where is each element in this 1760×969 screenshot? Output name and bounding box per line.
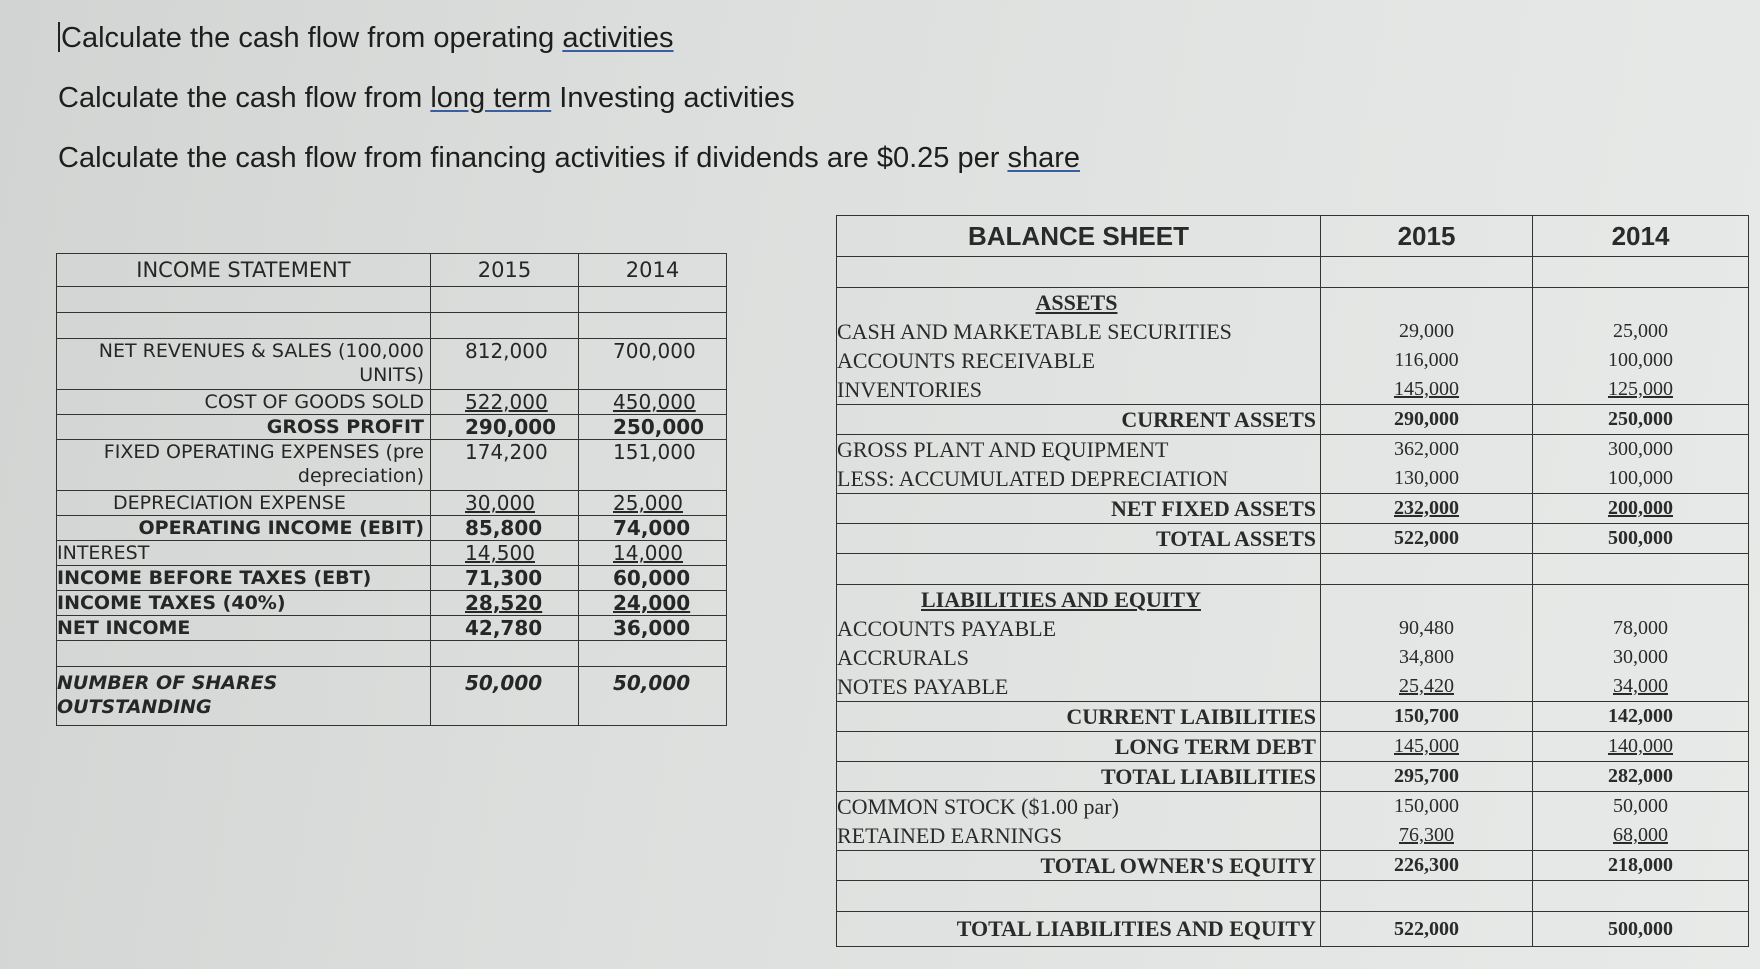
income-title: INCOME STATEMENT	[57, 254, 431, 287]
income-row-net-revenues: NET REVENUES & SALES (100,000 UNITS) 812,000 700,000	[57, 339, 727, 390]
question-3-link[interactable]: share	[1007, 142, 1080, 174]
balance-col-2014: 2014	[1533, 216, 1749, 257]
balance-row-total-le: TOTAL LIABILITIES AND EQUITY 522,000 500,000	[837, 912, 1749, 947]
question-2-link[interactable]: long term	[430, 82, 552, 114]
income-row-cogs: COST OF GOODS SOLD 522,000 450,000	[57, 390, 727, 415]
balance-header-row	[837, 216, 1749, 257]
balance-row-total-liab: TOTAL LIABILITIES 295,700 282,000	[837, 762, 1749, 792]
liabilities-heading: LIABILITIES AND EQUITY	[921, 587, 1201, 612]
question-1-link[interactable]: activities	[562, 22, 674, 54]
balance-row-fixed-items: GROSS PLANT AND EQUIPMENT LESS: ACCUMULATED DEPRECIATION 362,000 130,000 300,000 100,000	[837, 435, 1749, 494]
income-row-depreciation: DEPRECIATION EXPENSE 30,000 25,000	[57, 491, 727, 516]
income-row-gross-profit: GROSS PROFIT 290,000 250,000	[57, 415, 727, 440]
spacer-row	[837, 257, 1749, 288]
income-col-2015: 2015	[431, 254, 579, 287]
text-cursor	[58, 22, 60, 52]
balance-sheet-table	[836, 215, 1749, 947]
spacer-row	[837, 554, 1749, 585]
question-2: Calculate the cash flow from long term Investing activities	[58, 82, 795, 114]
balance-row-total-assets: TOTAL ASSETS 522,000 500,000	[837, 524, 1749, 554]
question-3: Calculate the cash flow from financing activities if dividends are $0.25 per share	[58, 142, 1080, 174]
balance-row-long-term-debt: LONG TERM DEBT 145,000 140,000	[837, 732, 1749, 762]
spacer-row	[837, 881, 1749, 912]
income-row-fixed-opex: FIXED OPERATING EXPENSES (pre depreciation) 174,200 151,000	[57, 440, 727, 491]
balance-row-current-liab: CURRENT LAIBILITIES 150,700 142,000	[837, 702, 1749, 732]
income-row-shares: NUMBER OF SHARES OUTSTANDING 50,000 50,000	[57, 667, 727, 726]
income-row-taxes: INCOME TAXES (40%) 28,520 24,000	[57, 591, 727, 616]
spacer-row	[57, 641, 727, 667]
income-row-interest: INTEREST 14,500 14,000	[57, 541, 727, 566]
question-1: Calculate the cash flow from operating activities	[58, 22, 674, 55]
balance-row-current-assets-items: ASSETS CASH AND MARKETABLE SECURITIES ACCOUNTS RECEIVABLE INVENTORIES 29,000 116,000 145,000 25,000 100,000 125,000	[837, 288, 1749, 405]
balance-row-current-liab-items: LIABILITIES AND EQUITY ACCOUNTS PAYABLE ACCRURALS NOTES PAYABLE 90,480 34,800 25,420 78,000 30,000 34,000	[837, 585, 1749, 702]
spacer-row	[57, 287, 727, 313]
income-row-ebit: OPERATING INCOME (EBIT) 85,800 74,000	[57, 516, 727, 541]
balance-row-net-fixed: NET FIXED ASSETS 232,000 200,000	[837, 494, 1749, 524]
spacer-row	[57, 313, 727, 339]
income-row-net-income: NET INCOME 42,780 36,000	[57, 616, 727, 641]
income-header-row	[57, 254, 727, 287]
balance-row-total-equity: TOTAL OWNER'S EQUITY 226,300 218,000	[837, 851, 1749, 881]
income-statement-table	[56, 253, 727, 726]
assets-heading: ASSETS	[1035, 290, 1118, 315]
balance-col-2015: 2015	[1321, 216, 1533, 257]
income-row-ebt: INCOME BEFORE TAXES (EBT) 71,300 60,000	[57, 566, 727, 591]
income-col-2014: 2014	[579, 254, 727, 287]
balance-title: BALANCE SHEET	[837, 216, 1321, 257]
balance-row-equity-items: COMMON STOCK ($1.00 par) RETAINED EARNINGS 150,000 76,300 50,000 68,000	[837, 792, 1749, 851]
balance-row-current-assets: CURRENT ASSETS 290,000 250,000	[837, 405, 1749, 435]
